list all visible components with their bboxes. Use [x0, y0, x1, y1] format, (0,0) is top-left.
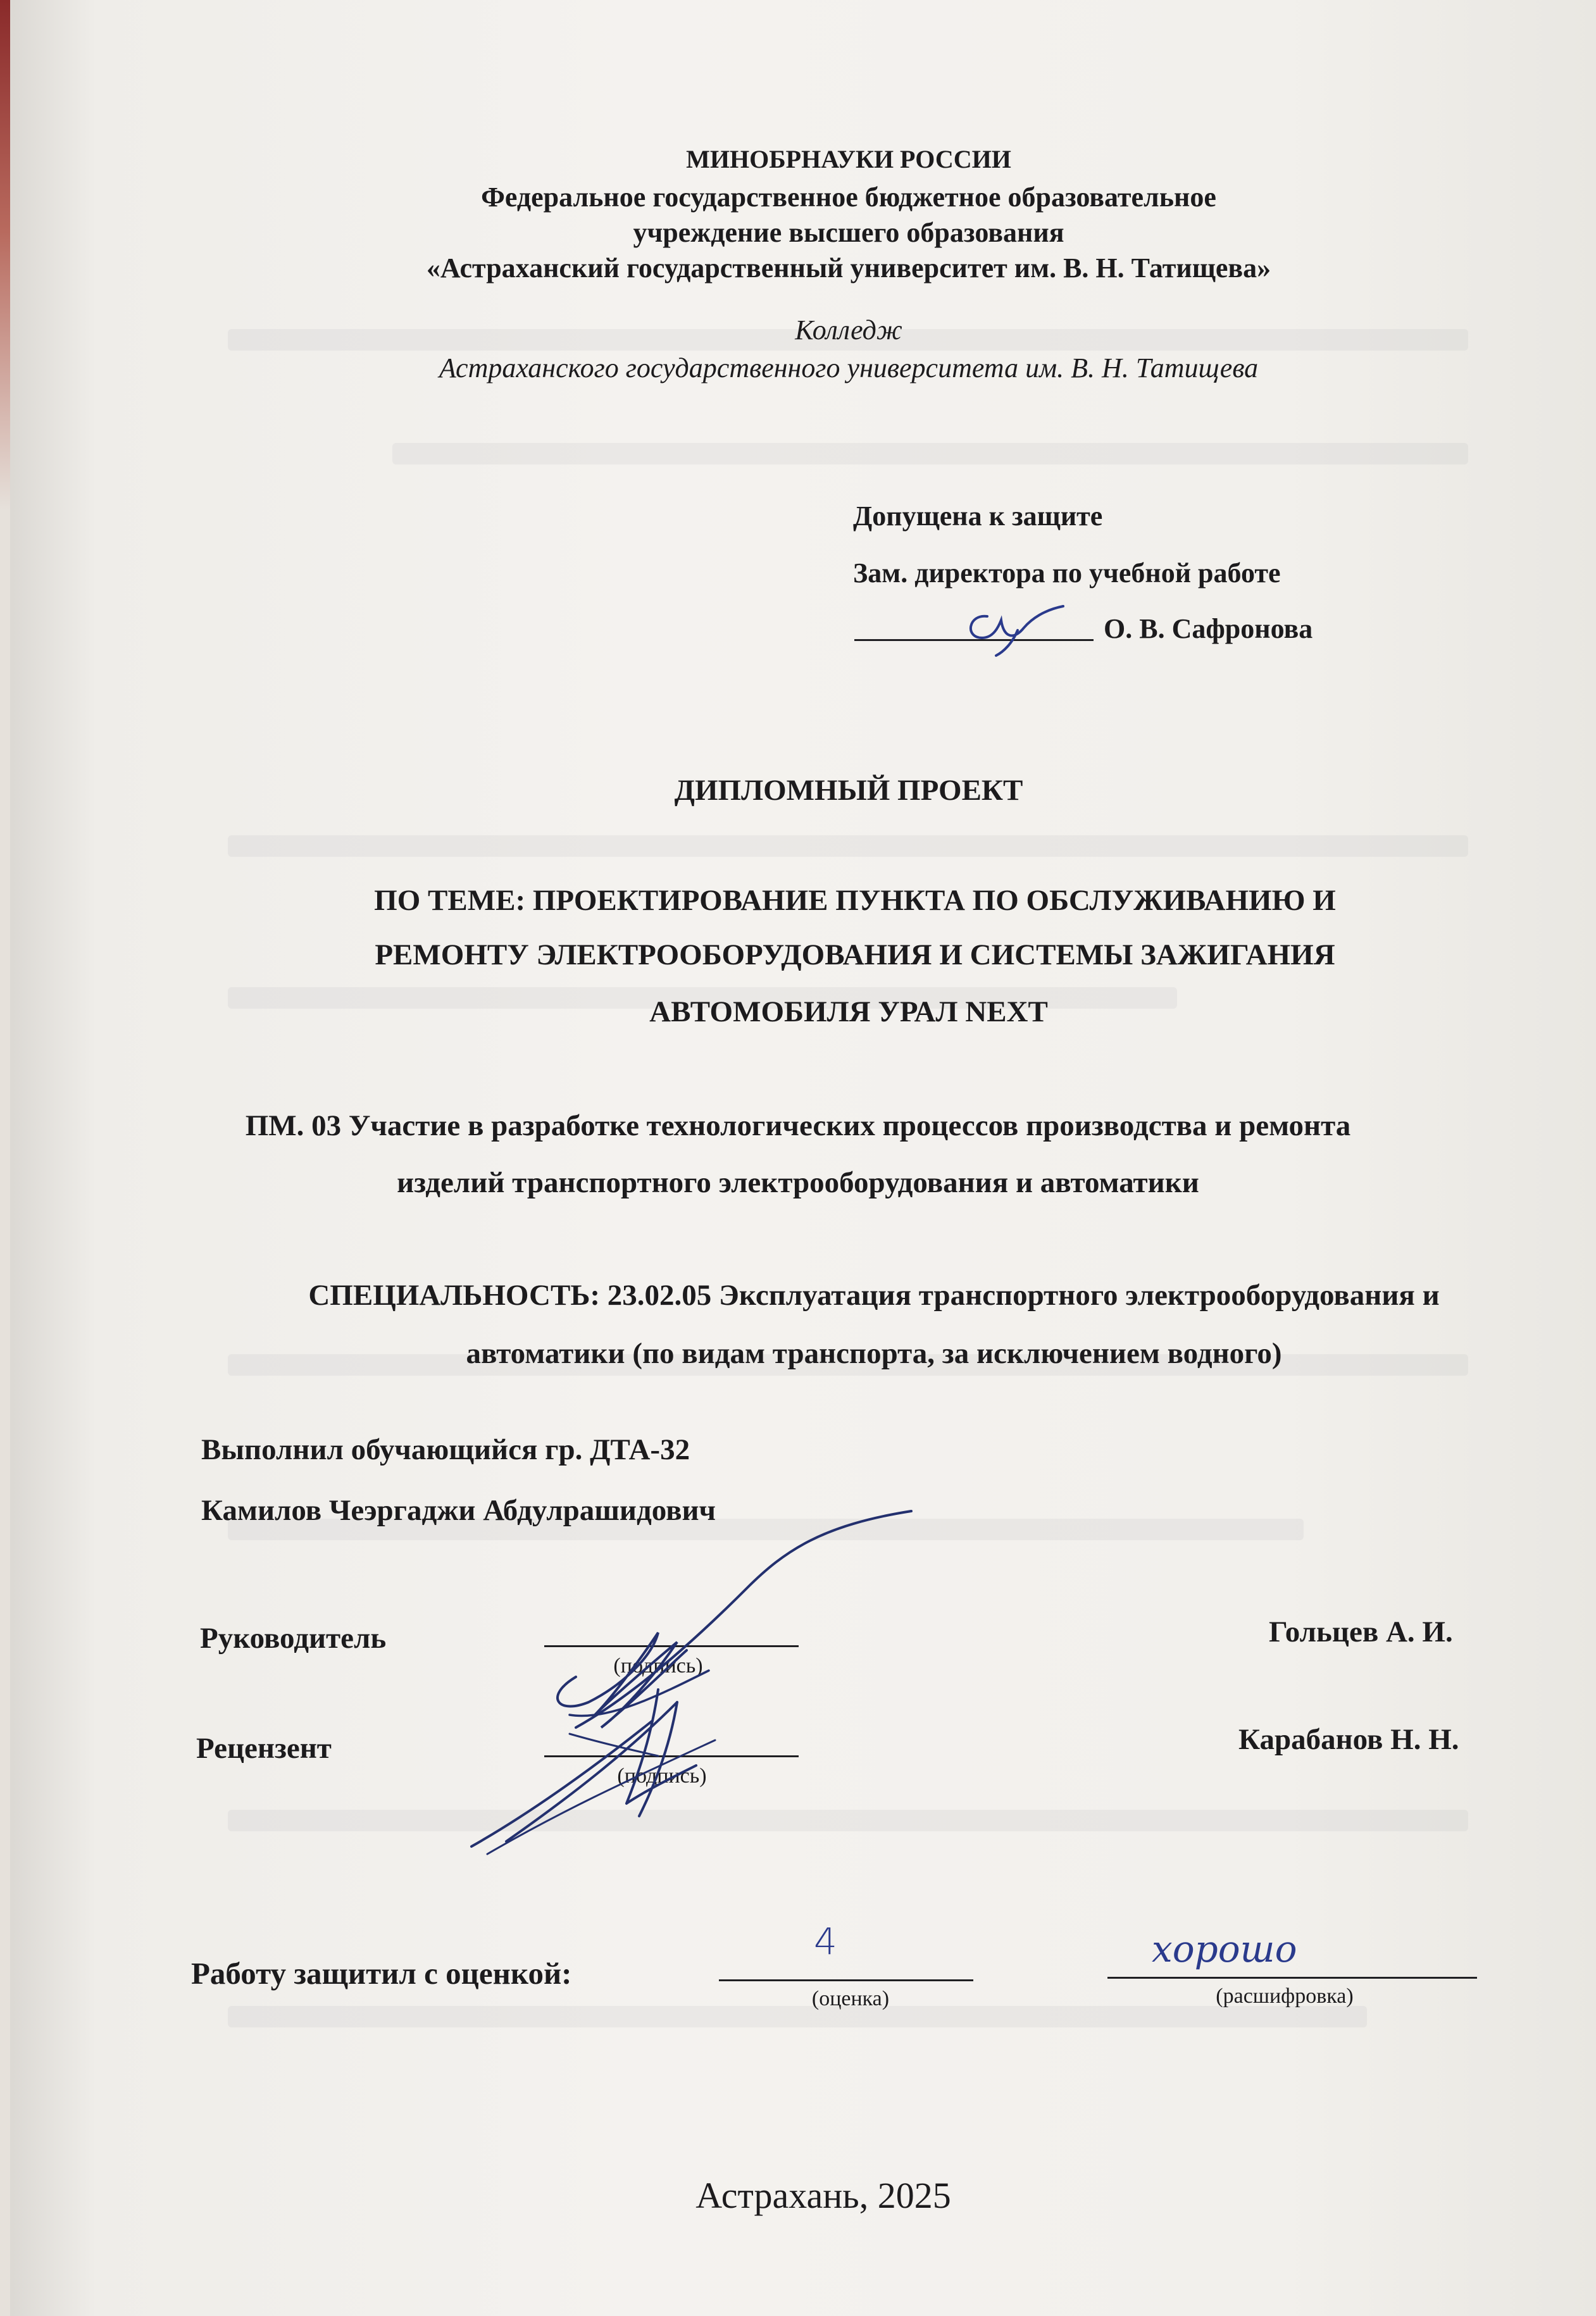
supervisor-signature-caption: (подпись) — [613, 1654, 703, 1678]
specialty-line1: СПЕЦИАЛЬНОСТЬ: 23.02.05 Эксплуатация транспортного электрооборудования и — [308, 1279, 1440, 1312]
module-line2: изделий транспортного электрооборудования и автоматики — [397, 1166, 1199, 1199]
topic-line2: РЕМОНТУ ЭЛЕКТРООБОРУДОВАНИЯ И СИСТЕМЫ ЗАЖИГАНИЯ — [375, 938, 1335, 971]
defense-label: Работу защитил с оценкой: — [191, 1956, 572, 1991]
author-name: Камилов Чеэргаджи Абдулрашидович — [201, 1494, 716, 1527]
topic-line3: АВТОМОБИЛЯ УРАЛ NEXT — [649, 995, 1048, 1028]
grade-value: 4 — [814, 1920, 837, 1963]
specialty-line2: автоматики (по видам транспорта, за исключением водного) — [466, 1337, 1282, 1370]
admitted-label: Допущена к защите — [853, 501, 1103, 532]
grade-line — [719, 1979, 973, 1981]
reviewer-signature — [468, 1683, 797, 1867]
page-edge — [0, 0, 10, 2316]
grade-text-line — [1107, 1977, 1477, 1979]
grade-text: хорошо — [1152, 1927, 1297, 1970]
author-line1: Выполнил обучающийся гр. ДТА-32 — [201, 1433, 690, 1466]
reviewer-signature-caption: (подпись) — [617, 1764, 707, 1788]
supervisor-name: Гольцев А. И. — [1269, 1616, 1453, 1648]
reviewer-label: Рецензент — [196, 1732, 332, 1765]
institution-line2: учреждение высшего образования — [633, 217, 1064, 248]
show-through — [392, 443, 1468, 464]
topic-line1: ПО ТЕМЕ: ПРОЕКТИРОВАНИЕ ПУНКТА ПО ОБСЛУЖИВАНИЮ И — [374, 884, 1336, 917]
city-year: Астрахань, 2025 — [695, 2175, 951, 2216]
reviewer-name: Карабанов Н. Н. — [1238, 1723, 1459, 1756]
college-line2: Астраханского государственного университета им. В. Н. Татищева — [439, 352, 1259, 383]
project-type: ДИПЛОМНЫЙ ПРОЕКТ — [674, 774, 1023, 807]
show-through — [228, 835, 1468, 857]
supervisor-label: Руководитель — [200, 1622, 387, 1655]
module-line1: ПМ. 03 Участие в разработке технологических процессов производства и ремонта — [245, 1109, 1351, 1142]
deputy-position: Зам. директора по учебной работе — [853, 557, 1281, 588]
approval-signature — [943, 588, 1069, 658]
deputy-name: О. В. Сафронова — [1104, 613, 1313, 644]
grade-text-caption: (расшифровка) — [1216, 1984, 1354, 2008]
college-line1: Колледж — [795, 314, 902, 346]
university-name: «Астраханский государственный университет им. В. Н. Татищева» — [426, 252, 1271, 283]
institution-line1: Федеральное государственное бюджетное образовательное — [481, 182, 1216, 213]
grade-caption: (оценка) — [811, 1987, 890, 2010]
ministry-name: МИНОБРНАУКИ РОССИИ — [686, 145, 1011, 173]
